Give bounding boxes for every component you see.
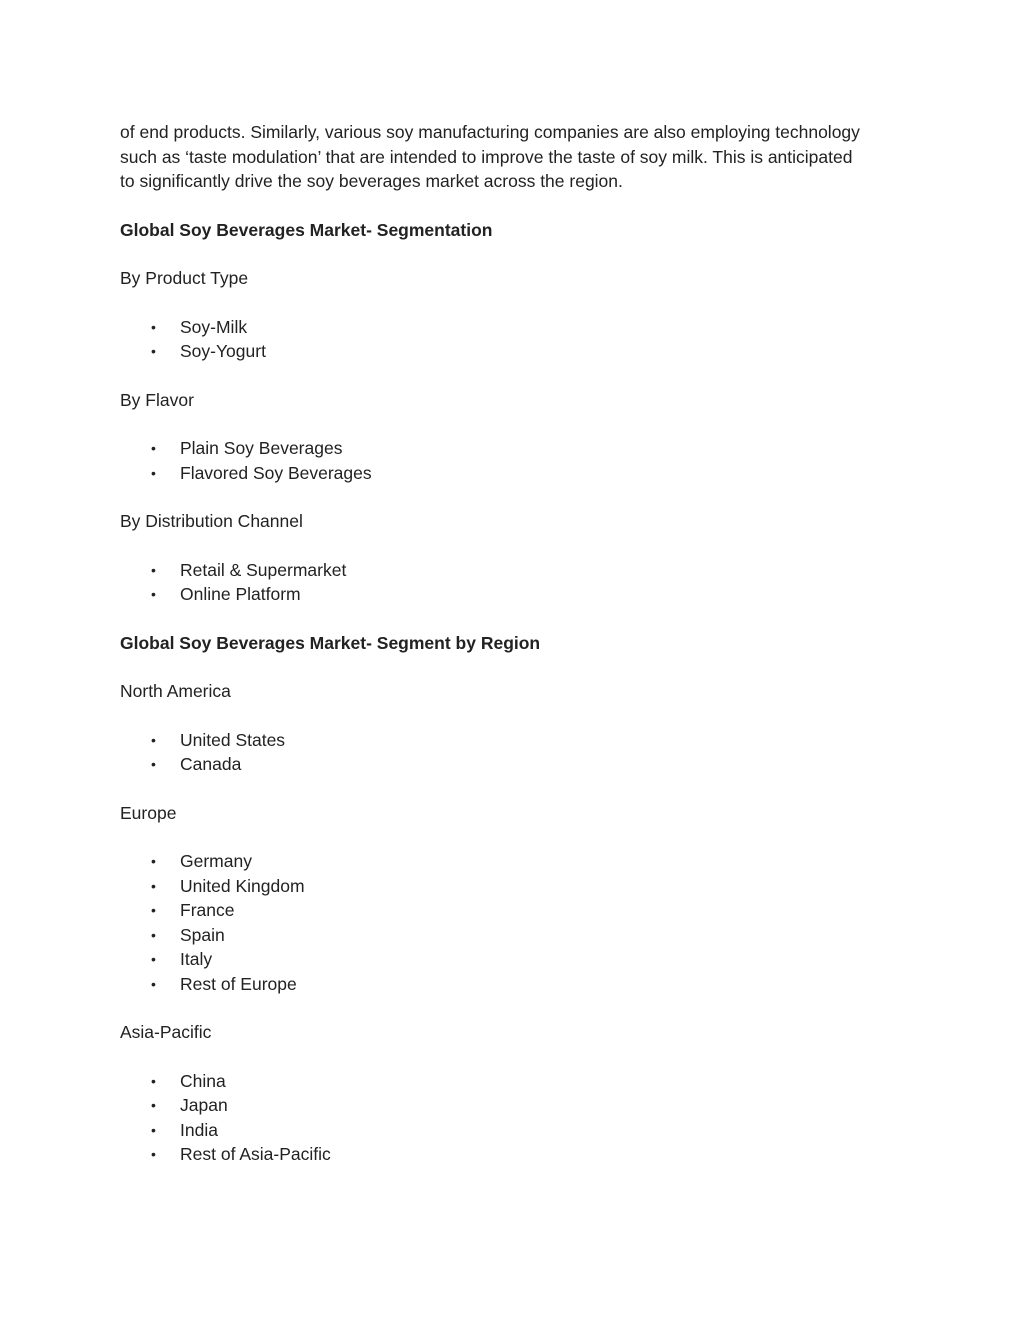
europe-list bbox=[120, 849, 910, 996]
list-item bbox=[120, 558, 910, 583]
intro-line: to significantly drive the soy beverages market across the region. bbox=[120, 171, 623, 191]
list-item bbox=[120, 874, 910, 899]
bullet-icon: • bbox=[151, 440, 156, 456]
list-item-text: Soy-Milk bbox=[180, 316, 248, 337]
bullet-icon: • bbox=[151, 1097, 156, 1113]
list-item-text: Rest of Europe bbox=[180, 973, 297, 994]
bullet-icon: • bbox=[151, 731, 156, 748]
group-label-product-type: By Product Type bbox=[120, 268, 249, 288]
list-item bbox=[120, 436, 910, 461]
intro-line: of end products. Similarly, various soy manufacturing companies are also employing technology bbox=[120, 122, 860, 142]
north-america-list bbox=[120, 728, 910, 777]
list-item-text: France bbox=[180, 900, 235, 920]
list-item-text: Spain bbox=[180, 924, 225, 945]
list-item bbox=[120, 972, 910, 997]
list-item-text: Rest of Asia-Pacific bbox=[180, 1144, 331, 1164]
list-item bbox=[120, 1142, 910, 1167]
bullet-icon: • bbox=[151, 975, 156, 992]
bullet-icon: • bbox=[151, 561, 156, 578]
bullet-icon: • bbox=[151, 853, 156, 869]
bullet-icon: • bbox=[151, 951, 156, 967]
distribution-channel-list bbox=[120, 558, 910, 607]
group-label-distribution-channel: By Distribution Channel bbox=[120, 511, 303, 531]
list-item bbox=[120, 582, 910, 607]
bullet-icon: • bbox=[151, 464, 156, 481]
list-item bbox=[120, 947, 910, 972]
segmentation-heading: Global Soy Beverages Market- Segmentation bbox=[120, 219, 493, 240]
flavor-list bbox=[120, 436, 910, 485]
intro-paragraph bbox=[120, 120, 910, 194]
bullet-icon: • bbox=[151, 902, 156, 918]
list-item-text: Japan bbox=[180, 1095, 228, 1115]
list-item-text: Plain Soy Beverages bbox=[180, 438, 343, 458]
list-item-text: United Kingdom bbox=[180, 875, 305, 896]
bullet-icon: • bbox=[151, 877, 156, 894]
group-label-flavor: By Flavor bbox=[120, 389, 194, 410]
list-item-text: Canada bbox=[180, 754, 242, 774]
document-page bbox=[120, 120, 910, 1167]
region-label-europe: Europe bbox=[120, 802, 177, 823]
bullet-icon: • bbox=[151, 343, 156, 359]
list-item bbox=[120, 1118, 910, 1143]
list-item-text: Italy bbox=[180, 949, 213, 969]
bullet-icon: • bbox=[151, 1146, 156, 1162]
bullet-icon: • bbox=[151, 926, 156, 943]
list-item-text: Retail & Supermarket bbox=[180, 559, 347, 580]
list-item-text: China bbox=[180, 1070, 226, 1091]
list-item bbox=[120, 898, 910, 923]
bullet-icon: • bbox=[151, 586, 156, 602]
bullet-icon: • bbox=[151, 1072, 156, 1089]
bullet-icon: • bbox=[151, 756, 156, 772]
list-item bbox=[120, 849, 910, 874]
region-heading: Global Soy Beverages Market- Segment by Region bbox=[120, 632, 541, 653]
list-item bbox=[120, 728, 910, 753]
list-item-text: Flavored Soy Beverages bbox=[180, 462, 372, 483]
intro-line: such as ‘taste modulation’ that are intended to improve the taste of soy milk. This is anticipated bbox=[120, 146, 853, 167]
asia-pacific-list bbox=[120, 1069, 910, 1167]
region-label-asia-pacific: Asia-Pacific bbox=[120, 1022, 212, 1042]
list-item bbox=[120, 461, 910, 486]
list-item-text: United States bbox=[180, 729, 286, 750]
list-item bbox=[120, 1093, 910, 1118]
list-item-text: Germany bbox=[180, 851, 252, 871]
list-item-text: Online Platform bbox=[180, 584, 301, 604]
bullet-icon: • bbox=[151, 318, 156, 335]
bullet-icon: • bbox=[151, 1121, 156, 1138]
region-label-north-america: North America bbox=[120, 681, 231, 701]
list-item-text: Soy-Yogurt bbox=[180, 341, 266, 361]
list-item bbox=[120, 339, 910, 364]
list-item bbox=[120, 752, 910, 777]
list-item bbox=[120, 923, 910, 948]
list-item-text: India bbox=[180, 1119, 218, 1140]
list-item bbox=[120, 315, 910, 340]
product-type-list bbox=[120, 315, 910, 364]
list-item bbox=[120, 1069, 910, 1094]
